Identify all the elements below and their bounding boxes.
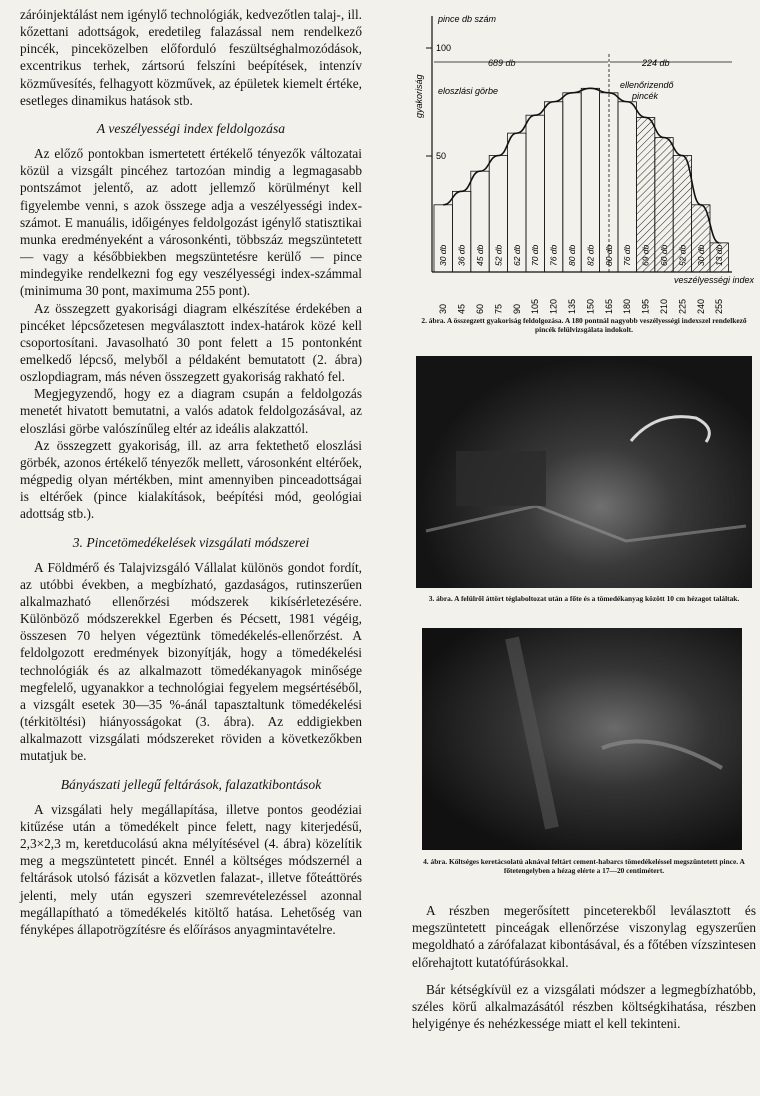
paragraph: Az összegzett gyakoriság, ill. az arra fektethető eloszlási görbék, azonos értékelő tényezők mellett, városonként eltérőek, mégpedig olyan mértékben, mint amennyiben pinceadottságai is eltérőek (pince kialakítások, beépítési mód, geológiai adottság stb.). — [20, 437, 362, 522]
x-tick-label: 135 — [567, 298, 577, 314]
x-tick-label: 90 — [511, 303, 522, 314]
x-tick-label: 225 — [677, 298, 688, 314]
bar-value-label: 13 db — [714, 244, 725, 266]
x-tick-label: 120 — [548, 298, 559, 314]
bar-value-label: 76 db — [548, 244, 559, 266]
bar — [581, 88, 599, 272]
tick-label-100: 100 — [436, 43, 452, 53]
frequency-chart — [412, 0, 756, 320]
paragraph: A Földmérő és Talajvizsgáló Vállalat különös gondot fordít, az utóbbi években, a megbízható, gazdaságos, rutinszerűen alkalmazható ellenőrzési módszerek kikísérletezésére. Különböző módszerekkel Egerben és Pécsett, 1981 végéig, összesen 70 helyen végeztünk tömedékelés-ellenőrzést. A feldolgozott eredmények bizonyítják, hogy a tömedékelési technológiák és az alkalmazott tömedékanyagok minősége megfelelő, ugyanakkor a technológiai fegyelem megsértéséből, a vizsgált esetek 30—35 %-ánál tapasztaltunk tömedékelési (térkitöltési) hiányosságokat (3. ábra). Az eddigiekben alkalmazott vizsgálati módszereket röviden a következőkben mutatjuk be. — [20, 559, 362, 764]
x-tick-label: 30 — [438, 303, 449, 314]
check-label-2: pincék — [632, 91, 659, 101]
x-tick-label: 150 — [585, 298, 596, 314]
x-tick-label: 45 — [456, 303, 467, 314]
x-tick-label: 255 — [714, 298, 725, 314]
span-label-right: 224 db — [642, 58, 670, 68]
x-tick-label: 180 — [622, 298, 633, 314]
bar-value-label: 80 db — [603, 244, 614, 266]
bar-value-label: 70 db — [530, 244, 541, 266]
right-text — [412, 902, 756, 1042]
bar-value-label: 82 db — [585, 244, 596, 266]
bar-value-label: 30 db — [695, 244, 706, 266]
x-tick-label: 240 — [695, 298, 706, 314]
photo-detail — [422, 628, 742, 850]
section-heading-mining: Bányászati jellegű feltárások, falazatkibontások — [60, 776, 322, 792]
x-tick-label: 210 — [659, 298, 669, 314]
paragraph-intro-continuation: záróinjektálást nem igénylő technológiák, kedvezőtlen talaj-, ill. kőzettani adottságok, eredetileg falazással nem rendelkező pincék, pinceközelben előforduló feszültséghalmozódások, excentrikus terhek, zártsorú felszíni beépítések, intenzív közművesítés, felhagyott közművek, az épületek kiemelt értéke, esetleges dinamikus hatások stb. — [20, 7, 362, 108]
paragraph: Az előző pontokban ismertetett értékelő tényezők változatai közül a vizsgált pincéhez tartozóan mindig a legmagasabb pontszámot jelentő, az adott jellemző körülményt kell figyelembe venni, s azok összege adja a veszélyességi index-számot. E manuális, időigényes feldolgozást igénylő statisztikai munka eredményeként a városonkénti, többszáz megszüntetett — vagy a későbbiekben megszüntetésre kerülő — pince mindegyike rendelkezni fog egy veszélyességi index-számmal (minimuma 30 pont, maximuma 255 pont). — [20, 146, 362, 299]
figure-2-caption: 2. ábra. A összegzett gyakoriság feldolgozása. A 180 pontnál nagyobb veszélyességi indexszel rendelkező pincék felülvizsgálata indokolt. — [421, 316, 747, 335]
section-heading-methods: 3. Pincetömedékelések vizsgálati módszerei — [72, 534, 310, 550]
bar-value-label: 36 db — [456, 244, 467, 266]
x-tick-label: 195 — [640, 298, 651, 314]
paragraph: Bár kétségkívül ez a vizsgálati módszer a legmegbízhatóbb, széles körű alkalmazásától részben költségkihatása, részben helyigénye és nehézkessége miatt el kell tekinteni. — [412, 981, 756, 1032]
figure-3-caption: 3. ábra. A felülről áttört téglaboltozat után a főte és a tömedékanyag között 10 cm hézagot találtak. — [428, 594, 740, 603]
figure-4-photo — [422, 628, 742, 850]
x-axis-title: veszélyességi index — [674, 275, 755, 285]
bar-value-label: 80 db — [567, 244, 577, 266]
x-tick-label: 60 — [475, 303, 485, 314]
bar-value-label: 52 db — [677, 244, 688, 266]
left-text-column — [20, 6, 362, 938]
y-axis-title: gyakoriság — [414, 74, 424, 118]
figure-3-photo — [416, 356, 752, 588]
x-tick-label: 75 — [493, 303, 504, 314]
bar-value-label: 62 db — [511, 244, 522, 266]
figure-4-caption: 4. ábra. Költséges keretácsolatú aknával feltárt cement-habarcs tömedékeléssel megszüntetett pince. A főtetengelyben a hézag elérte a 17—20 centimétert. — [423, 857, 745, 876]
bar-value-label: 60 db — [659, 244, 669, 266]
bar-value-label: 52 db — [493, 244, 504, 266]
section-heading-index: A veszélyességi index feldolgozása — [96, 120, 286, 136]
top-axis-label: pince db szám — [438, 14, 497, 24]
check-label-1: ellenőrizendő — [620, 80, 674, 90]
tick-label-50: 50 — [436, 151, 447, 161]
bar-value-label: 69 db — [640, 244, 651, 266]
bar-value-label: 30 db — [438, 244, 449, 266]
x-tick-label: 165 — [603, 298, 614, 314]
paragraph: A vizsgálati hely megállapítása, illetve pontos geodéziai kitűzése után a tömedékelt pince felett, nagy kiterjedésű, 2,3×2,3 m, keretducolású akna mélyítésével (4. ábra) közelítik meg a megszüntetett pincét. Ennél a költséges módszernél a feltárások utolsó fázisát a közvetlen falazat-, illetve főteáttörés jelenti, mely után egyszeri szemrevételezéssel azonnal megállapítható a tömedékelés kitöltő hatása. Lehetőség van fényképes állapotrögzítésre és előírásos anyagmintavételre. — [20, 801, 362, 937]
photo-detail — [416, 356, 752, 588]
bar-value-label: 45 db — [475, 244, 485, 266]
curve-label: eloszlási görbe — [438, 86, 499, 96]
paragraph: Megjegyzendő, hogy ez a diagram csupán a feldolgozás menetét hivatott bemutatni, a valós adatok feldolgozásával, az eloszlási görbe valószínűleg eltér az ideális alakzattól. — [20, 386, 362, 436]
paragraph: A részben megerősített pinceterekből leválasztott és megszüntetett pinceágak ellenőrzése viszonylag egyszerűen megoldható a zárófalazat kibontásával, és a főtében vízszintesen előrehajtott kutatófúrásokkal. — [412, 903, 756, 970]
x-tick-label: 105 — [530, 298, 541, 314]
paragraph: Az összegzett gyakorisági diagram elkészítése érdekében a pincéket lépcsőzetesen megválasztott index-határok közé kell csoportosítani. Javasolható 30 pont felett a 15 pontonként emelkedő lépcső, melyből a példaként bemutatott (2. ábra) oszlopdiagram, más néven összegzett gyakoriság rakható fel. — [20, 300, 362, 385]
span-label-left: 689 db — [488, 58, 516, 68]
bar-value-label: 76 db — [622, 244, 633, 266]
